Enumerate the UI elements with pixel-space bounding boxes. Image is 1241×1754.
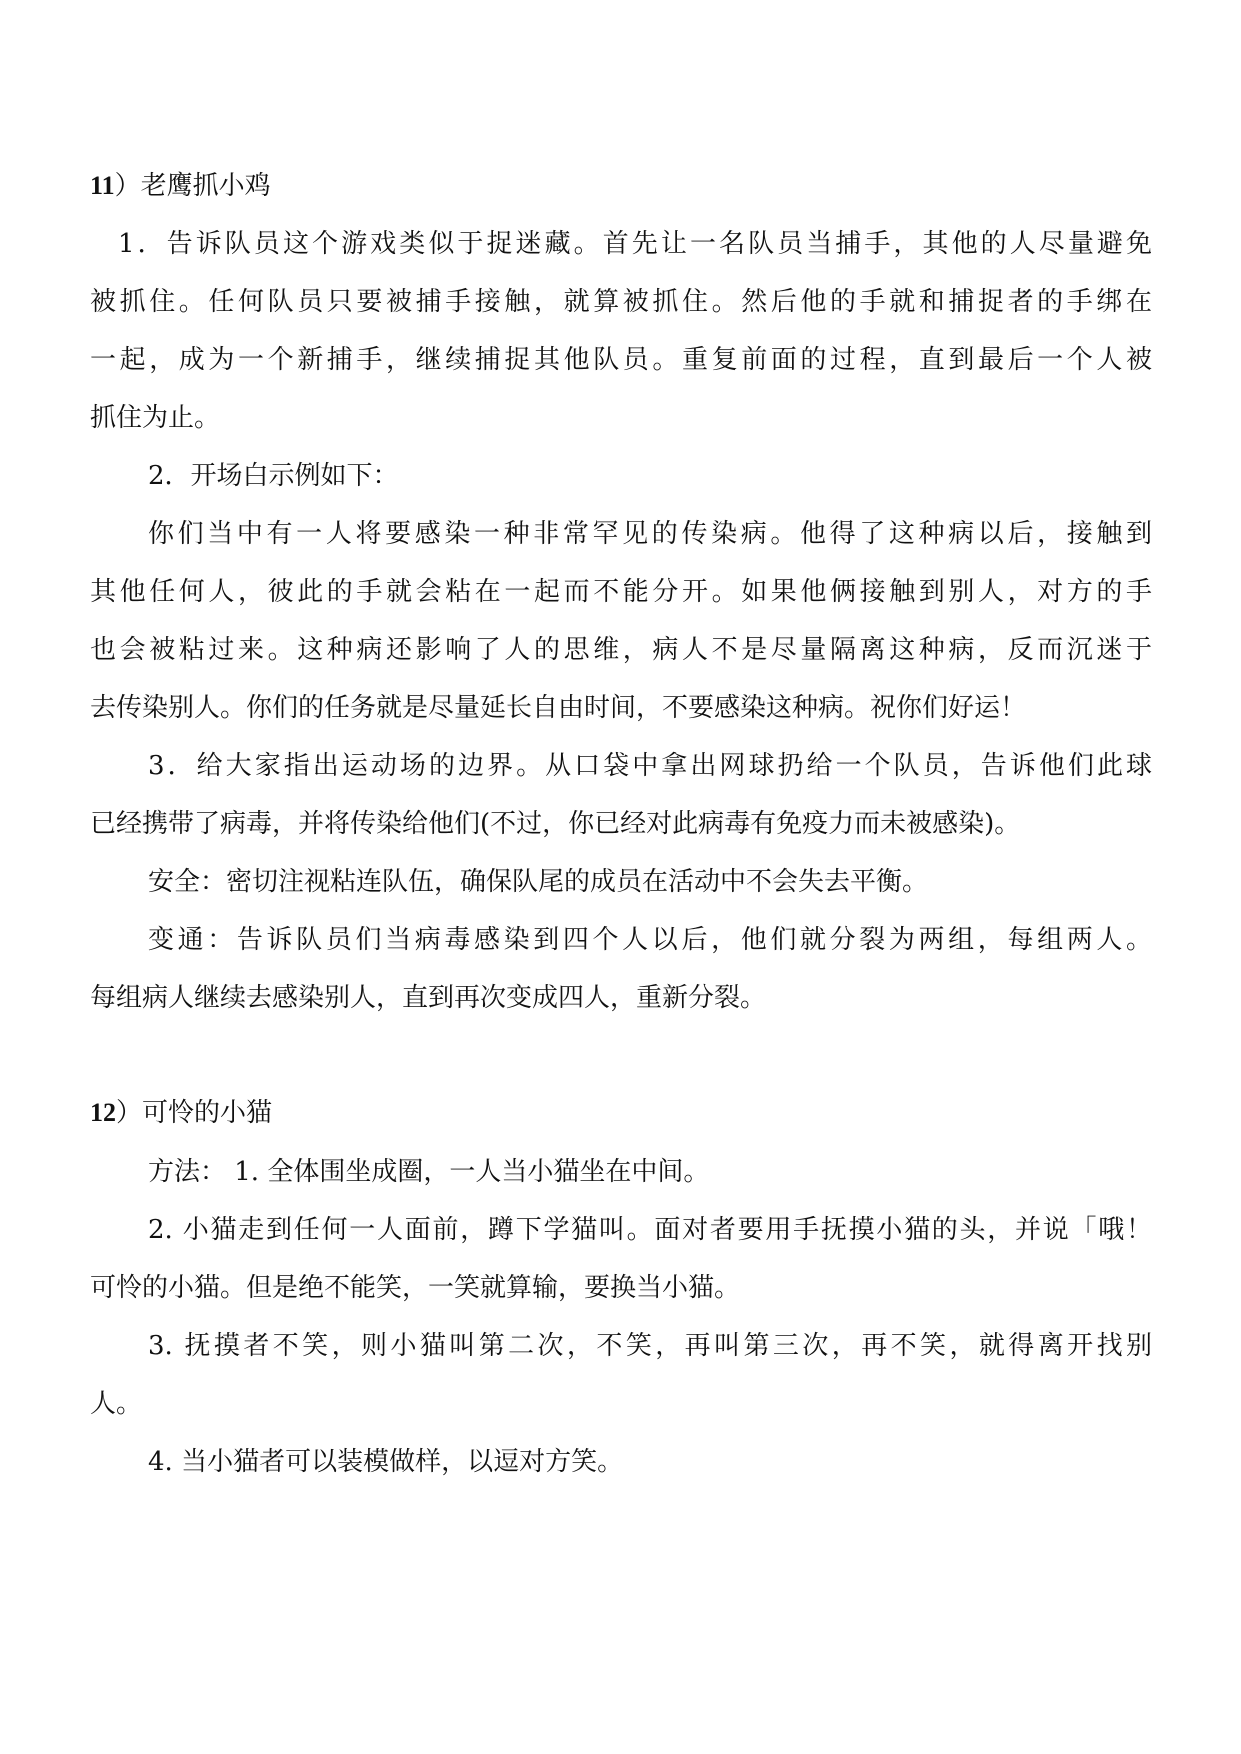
s11-p5-line1: 安全：密切注视粘连队伍，确保队尾的成员在活动中不会失去平衡。 (148, 867, 929, 897)
s11-p3-line2: 其他任何人，彼此的手就会粘在一起而不能分开。如果他俩接触到别人，对方的手 (90, 577, 1152, 607)
s12-p3-line2: 人。 (90, 1389, 143, 1419)
section-12-heading (90, 1093, 1152, 1133)
s12-p2-line2: 可怜的小猫。但是绝不能笑，一笑就算输，要换当小猫。 (90, 1273, 741, 1303)
s11-p1-line1: 1．告诉队员这个游戏类似于捉迷藏。首先让一名队员当捕手，其他的人尽量避免 (118, 229, 1152, 259)
s11-p3-line1: 你们当中有一人将要感染一种非常罕见的传染病。他得了这种病以后，接触到 (148, 519, 1152, 549)
s12-p2-line1: 2. 小猫走到任何一人面前，蹲下学猫叫。面对者要用手抚摸小猫的头，并说「哦！ (148, 1215, 1152, 1245)
s11-p1-line4: 抓住为止。 (90, 403, 221, 433)
section-11-number: 11 (90, 171, 115, 200)
s11-p3-line4: 去传染别人。你们的任务就是尽量延长自由时间，不要感染这种病。祝你们好运！ (90, 693, 1027, 723)
section-11-title: ）老鹰抓小鸡 (114, 171, 271, 201)
s12-p1-line1: 方法： 1. 全体围坐成圈，一人当小猫坐在中间。 (148, 1157, 710, 1187)
s11-p6-line1: 变通：告诉队员们当病毒感染到四个人以后，他们就分裂为两组，每组两人。 (148, 925, 1152, 955)
s12-p3-line1: 3. 抚摸者不笑，则小猫叫第二次，不笑，再叫第三次，再不笑，就得离开找别 (148, 1331, 1152, 1361)
s11-p4-line1: 3．给大家指出运动场的边界。从口袋中拿出网球扔给一个队员，告诉他们此球 (148, 751, 1152, 781)
s12-p4-line1: 4. 当小猫者可以装模做样，以逗对方笑。 (148, 1447, 624, 1477)
s11-p6-line2: 每组病人继续去感染别人，直到再次变成四人，重新分裂。 (90, 983, 767, 1013)
section-12-title: ）可怜的小猫 (116, 1098, 273, 1128)
s11-p4-line2: 已经携带了病毒，并将传染给他们(不过，你已经对此病毒有免疫力而未被感染)。 (90, 809, 1021, 839)
s11-p3-line3: 也会被粘过来。这种病还影响了人的思维，病人不是尽量隔离这种病，反而沉迷于 (90, 635, 1152, 665)
s11-p1-line2: 被抓住。任何队员只要被捕手接触，就算被抓住。然后他的手就和捕捉者的手绑在 (90, 287, 1152, 317)
s11-p1-line3: 一起，成为一个新捕手，继续捕捉其他队员。重复前面的过程，直到最后一个人被 (90, 345, 1152, 375)
section-12-number: 12 (90, 1098, 116, 1127)
section-11-heading (90, 166, 1152, 206)
s11-p2-line1: 2．开场白示例如下： (148, 461, 399, 491)
